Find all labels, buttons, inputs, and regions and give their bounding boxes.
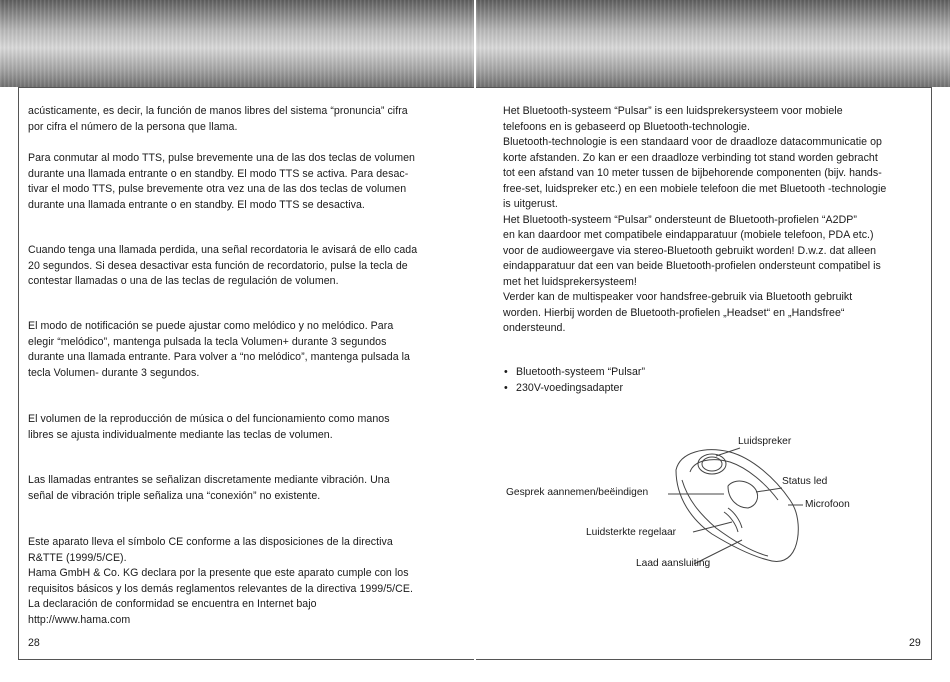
- paragraph: Este aparato lleva el símbolo CE conforme a las disposiciones de la directiva R&TTE (1999/5/CE). Hama GmbH & Co. KG declara por la presente que este aparato cumple con los requisitos básicos y los demás reglamentos relevantes de la directiva 1999/5/CE. La declaración de conformidad se encuentra en Internet bajo http://www.hama.com: [28, 536, 413, 626]
- paragraph: El volumen de la reproducción de música o del funcionamiento como manos libres se ajusta individualmente mediante las teclas de volumen.: [28, 413, 390, 441]
- paragraph: acústicamente, es decir, la función de manos libres del sistema “pronuncia” cifra por cifra el número de la persona que llama.: [28, 105, 408, 133]
- label-speaker: Luidspreker: [738, 436, 792, 447]
- paragraph: Las llamadas entrantes se señalizan discretamente mediante vibración. Una señal de vibración triple señaliza una “conexión” no existente.: [28, 474, 390, 502]
- page-number-right: 29: [909, 637, 921, 649]
- paragraph: Het Bluetooth-systeem “Pulsar” is een luidsprekersysteem voor mobiele telefoons en is gebaseerd op Bluetooth-technologie. Bluetooth-technologie is een standaard voor de draadloze datacommunicatie op korte afstanden. Zo kan er een draadloze verbinding tot stand worden gebracht tot een afstand van 10 meter tussen de bijbehorende componenten (bijv. hands- free-set, luidspreker etc.) en een mobiele telefoon die met Bluetooth -technologie is uitgerust. Het Bluetooth-systeem “Pulsar” ondersteunt de Bluetooth-profielen “A2DP” en kan daardoor met compatibele eindapparatuur (mobiele telefoon, PDA etc.) voor de audioweergave via stereo-Bluetooth gebruikt worden! D.w.z. dat alleen eindapparatuur dat een van beide Bluetooth-profielen ondersteunt compatibel is met het luidsprekersysteem! Verder kan de multispeaker voor handsfree-gebruik via Bluetooth gebruikt worden. Hierbij worden de Bluetooth-profielen „Headset“ en „Handsfree“ ondersteund.: [503, 105, 887, 334]
- label-status-led: Status led: [782, 476, 828, 487]
- label-microphone: Microfoon: [805, 499, 850, 510]
- list-item: • Bluetooth-systeem “Pulsar”: [503, 365, 923, 381]
- label-volume-control: Luidsterkte regelaar: [586, 527, 677, 538]
- list-item: • 230V-voedingsadapter: [503, 381, 923, 397]
- label-charging-port: Laad aansluiting: [636, 558, 711, 569]
- paragraph: Cuando tenga una llamada perdida, una señal recordatoria le avisará de ello cada 20 segundos. Si desea desactivar esta función de recordatorio, pulse la tecla de contestar llamadas o una de las teclas de regulación de volumen.: [28, 244, 418, 287]
- paragraph: Para conmutar al modo TTS, pulse brevemente una de las dos teclas de volumen durante una llamada entrante o en standby. El modo TTS se activa. Para desac- tivar el modo TTS, pulse brevemente otra vez una de las dos teclas de volumen durante una llamada entrante o en standby. El modo TTS se desactiva.: [28, 152, 415, 211]
- label-answer-call: Gesprek aannemen/beëindigen: [506, 487, 649, 498]
- page-number-left: 28: [28, 637, 40, 649]
- paragraph: El modo de notificación se puede ajustar como melódico y no melódico. Para elegir “melódico”, mantenga pulsada la tecla Volumen+ durante 3 segundos durante una llamada entrante. Para volver a “no melódico”, mantenga pulsada la tecla Volumen- durante 3 segundos.: [28, 320, 410, 379]
